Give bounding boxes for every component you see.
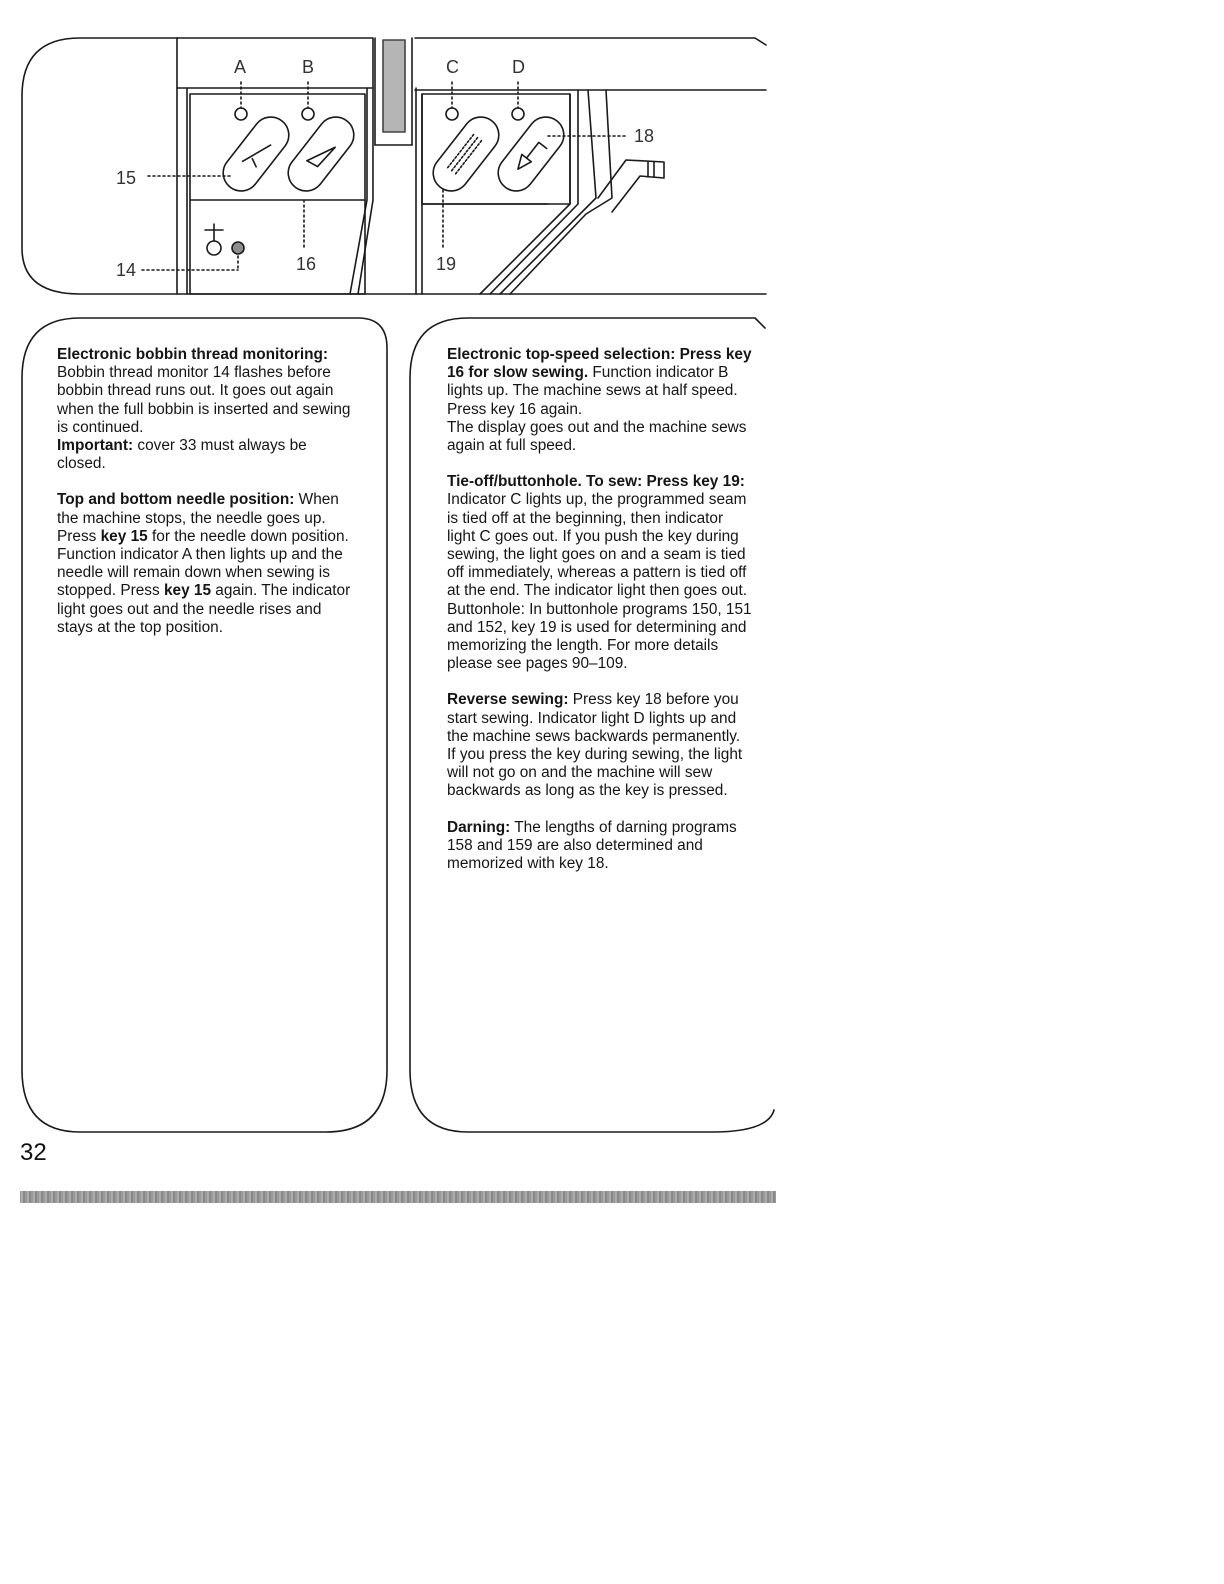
- bold-run: key 15: [100, 527, 148, 545]
- text-section: [447, 346, 752, 455]
- text-section: [57, 491, 357, 637]
- indicator-lamp-c: [446, 108, 458, 120]
- indicator-lamp-a: [235, 108, 247, 120]
- text-run: The display goes out and the machine sews again at full speed.: [447, 418, 747, 455]
- indicator-label-d: D: [512, 57, 525, 77]
- key-15: [216, 110, 296, 198]
- text-section: [447, 819, 752, 874]
- key-18: [491, 110, 571, 198]
- text-run: cover 33 must always be closed.: [57, 437, 307, 473]
- indicator-label-c: C: [446, 57, 459, 77]
- paragraph: [447, 601, 752, 674]
- callout-18: 18: [634, 126, 655, 146]
- right-panel: [422, 94, 570, 204]
- callout-19: 19: [436, 254, 457, 274]
- callout-14: 14: [116, 260, 137, 280]
- bold-run: Top and bottom needle position:: [57, 491, 295, 509]
- paragraph: [447, 346, 752, 419]
- indicator-lamp-d: [512, 108, 524, 120]
- key-19: [426, 110, 506, 198]
- text-run: Press key 18 before you start sewing. Indicator light D lights up and the machine sews backwards permanently. If you press the key during sewing, the light will not go on and the machine will sew backwards as long as the key is pressed.: [447, 691, 743, 800]
- text-run: The lengths of darning programs 158 and 159 are also determined and memorized with key 18.: [447, 818, 737, 873]
- key-16: [281, 110, 361, 198]
- indicator-label-b: B: [302, 57, 315, 77]
- text-section: [57, 346, 357, 473]
- text-section: [447, 473, 752, 673]
- paragraph: [57, 437, 357, 473]
- footer-bar: [20, 1191, 776, 1203]
- paragraph: [57, 491, 357, 637]
- callout-15: 15: [116, 168, 137, 188]
- text-run: Bobbin thread monitor 14 flashes before bobbin thread runs out. It goes out again when the full bobbin is inserted and sewing is continued.: [57, 364, 351, 436]
- bold-run: Darning:: [447, 818, 511, 836]
- text-run: Indicator C lights up, the programmed seam is tied off at the beginning, then indicator light C goes out. If you push the key during sewing, the light goes on and a seam is tied off immediately, whereas a pattern is tied off at the end. The indicator light then goes out.: [447, 491, 748, 600]
- machine-body-top-edge: [415, 38, 766, 45]
- paragraph: [447, 691, 752, 800]
- indicator-label-a: A: [234, 57, 247, 77]
- bold-run: key 15: [163, 582, 212, 600]
- text-section: [447, 691, 752, 800]
- bold-run: Reverse sewing:: [447, 691, 569, 709]
- paragraph: [57, 346, 357, 437]
- right-column-text: [447, 346, 752, 891]
- text-run: When the machine stops, the needle goes up. Press: [57, 491, 339, 545]
- bold-run: Important:: [57, 437, 134, 455]
- text-run: Function indicator B lights up. The machine sews at half speed. Press key 16 again.: [447, 364, 738, 418]
- text-run: Buttonhole: In buttonhole programs 150, 151 and 152, key 19 is used for determining and memorizing the length. For more details please see pages 90–109.: [447, 600, 752, 673]
- paragraph: [447, 819, 752, 874]
- paragraph: [447, 473, 752, 600]
- bold-run: Tie-off/buttonhole. To sew: Press key 19:: [447, 473, 745, 491]
- bobbin-monitor-icon: [205, 224, 223, 255]
- bobbin-monitor-lamp: [232, 242, 244, 254]
- page-number: 32: [20, 1139, 47, 1166]
- text-run: for the needle down position. Function indicator A then lights up and the needle will remain down when sewing is stopped. Press: [57, 527, 349, 600]
- bold-run: Electronic bobbin thread monitoring:: [57, 346, 329, 363]
- indicator-lamp-b: [302, 108, 314, 120]
- bold-run: Electronic top-speed selection: Press key 16 for slow sewing.: [447, 346, 752, 382]
- left-column-text: [57, 346, 357, 655]
- text-run: again. The indicator light goes out and the needle rises and stays at the top position.: [57, 582, 351, 636]
- paragraph: [447, 419, 752, 455]
- left-panel: [190, 94, 365, 294]
- callout-16: 16: [296, 254, 317, 274]
